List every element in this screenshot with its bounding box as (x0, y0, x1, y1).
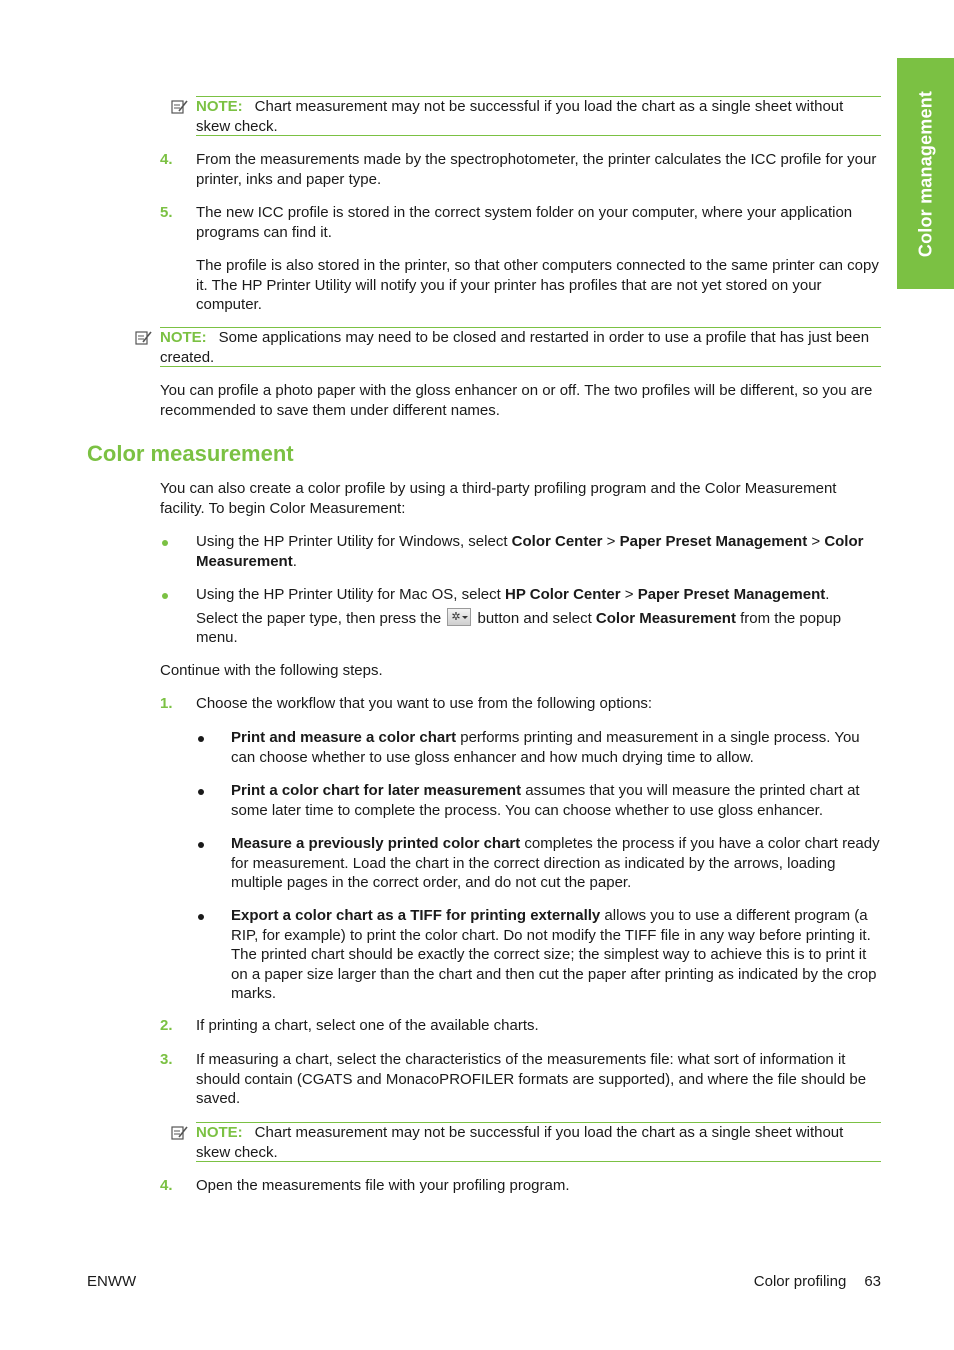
note-label: NOTE: (196, 98, 243, 115)
note-icon (171, 99, 189, 115)
note-box (196, 1122, 881, 1162)
step-text: The new ICC profile is stored in the correct system folder on your computer, where your application programs can find it. (196, 204, 853, 241)
note-icon (135, 330, 153, 346)
step-text: From the measurements made by the spectrophotometer, the printer calculates the ICC profile for your printer, inks and paper type. (196, 151, 877, 188)
option-title: Print a color chart for later measurement (231, 782, 522, 799)
bullet-windows (196, 532, 882, 571)
option-title: Export a color chart as a TIFF for printing externally (231, 907, 601, 924)
note-label: NOTE: (160, 329, 207, 346)
note-text: Chart measurement may not be successful if you load the chart as a single sheet without skew check. (196, 98, 844, 135)
menu-path-item: Color Measurement (595, 609, 736, 627)
bullet-text: Using the HP Printer Utility for Mac OS, select (196, 586, 505, 603)
menu-path-item: HP Color Center (505, 586, 621, 603)
option-text: assumes that you will measure the printed chart at some later time to complete the process. You can choose whether to use gloss enhancer. (231, 782, 860, 819)
step-number: 1. (160, 695, 173, 712)
body-paragraph: Continue with the following steps. (160, 662, 383, 679)
menu-path-item: Color Measurement (196, 533, 864, 570)
chapter-side-tab (897, 58, 954, 289)
bullet-text: Select the paper type, then press the (196, 609, 446, 627)
page-number: 63 (864, 1273, 881, 1290)
step-number: 5. (160, 204, 173, 221)
note-box (160, 327, 881, 367)
action-menu-button-icon: ✲ (447, 608, 471, 626)
workflow-option (231, 781, 882, 820)
bullet-text: from the popup menu. (196, 609, 842, 646)
note-icon (171, 1125, 189, 1141)
note-text: Chart measurement may not be successful if you load the chart as a single sheet without skew check. (196, 1124, 844, 1161)
menu-path-item: Paper Preset Management (637, 586, 826, 603)
bullet-marker (198, 842, 204, 848)
workflow-option (231, 906, 882, 1004)
bullet-mac-line2 (196, 608, 882, 648)
option-title: Measure a previously printed color chart (231, 835, 521, 852)
body-paragraph: You can profile a photo paper with the gloss enhancer on or off. The two profiles will be different, so you are recommended to save them under different names. (160, 382, 873, 419)
bullet-marker (162, 540, 168, 546)
bullet-text: . (292, 552, 297, 570)
step-text: Choose the workflow that you want to use from the following options: (196, 695, 653, 712)
menu-path-separator: > (602, 533, 620, 550)
menu-path-separator: > (620, 586, 638, 603)
bullet-text: button and select (473, 609, 596, 627)
step-number: 4. (160, 1177, 173, 1194)
step-text: If measuring a chart, select the characteristics of the measurements file: what sort of information it should contain (CGATS and MonacoPROFILER formats are supported), and where the file should be saved. (196, 1051, 867, 1107)
section-intro: You can also create a color profile by using a third-party profiling program and the Color Measurement facility. To begin Color Measurement: (160, 480, 837, 517)
bullet-text: Using the HP Printer Utility for Windows, select (196, 533, 512, 550)
bullet-marker (198, 914, 204, 920)
section-heading: Color measurement (87, 441, 294, 466)
step-number: 2. (160, 1017, 173, 1034)
workflow-option (231, 834, 882, 893)
option-text: allows you to use a different program (a RIP, for example) to print the color chart. Do not modify the TIFF file in any way before printing it. The printed chart should be exactly the correct size; the simplest way to achieve this is to print it on a paper size larger than the chart and then cut the paper after printing as indicated by the crop marks. (231, 907, 877, 1002)
menu-path-item: Color Center (511, 533, 603, 550)
step-text-continued: The profile is also stored in the printer, so that other computers connected to the same printer can copy it. The HP Printer Utility will notify you if your printer has profiles that are not yet stored on your computer. (196, 257, 879, 313)
step-text: If printing a chart, select one of the available charts. (196, 1017, 539, 1034)
menu-path-item: Paper Preset Management (619, 533, 808, 550)
bullet-mac (196, 585, 882, 648)
step-number: 3. (160, 1051, 173, 1068)
note-label: NOTE: (196, 1124, 243, 1141)
bullet-marker (198, 789, 204, 795)
option-title: Print and measure a color chart (231, 729, 457, 746)
bullet-marker (162, 593, 168, 599)
workflow-option (231, 728, 882, 767)
step-text: Open the measurements file with your profiling program. (196, 1177, 570, 1194)
chapter-side-tab-label: Color management (914, 90, 935, 257)
option-text: completes the process if you have a color chart ready for measurement. Load the chart in the correct direction as indicated by the arrows, loading multiple pages in the correct order, and do not cut the paper. (231, 835, 880, 891)
footer-left: ENWW (87, 1273, 137, 1290)
menu-path-separator: > (807, 533, 825, 550)
footer-right (736, 1272, 881, 1292)
bullet-marker (198, 736, 204, 742)
option-text: performs printing and measurement in a single process. You can choose whether to use gloss enhancer and how much drying time to allow. (231, 729, 860, 766)
note-box (196, 96, 881, 136)
bullet-text: . (825, 586, 830, 603)
step-number: 4. (160, 151, 173, 168)
footer-section: Color profiling (753, 1273, 847, 1290)
bullet-mac-line1 (196, 585, 882, 605)
note-text: Some applications may need to be closed and restarted in order to use a profile that has just been created. (160, 329, 870, 366)
